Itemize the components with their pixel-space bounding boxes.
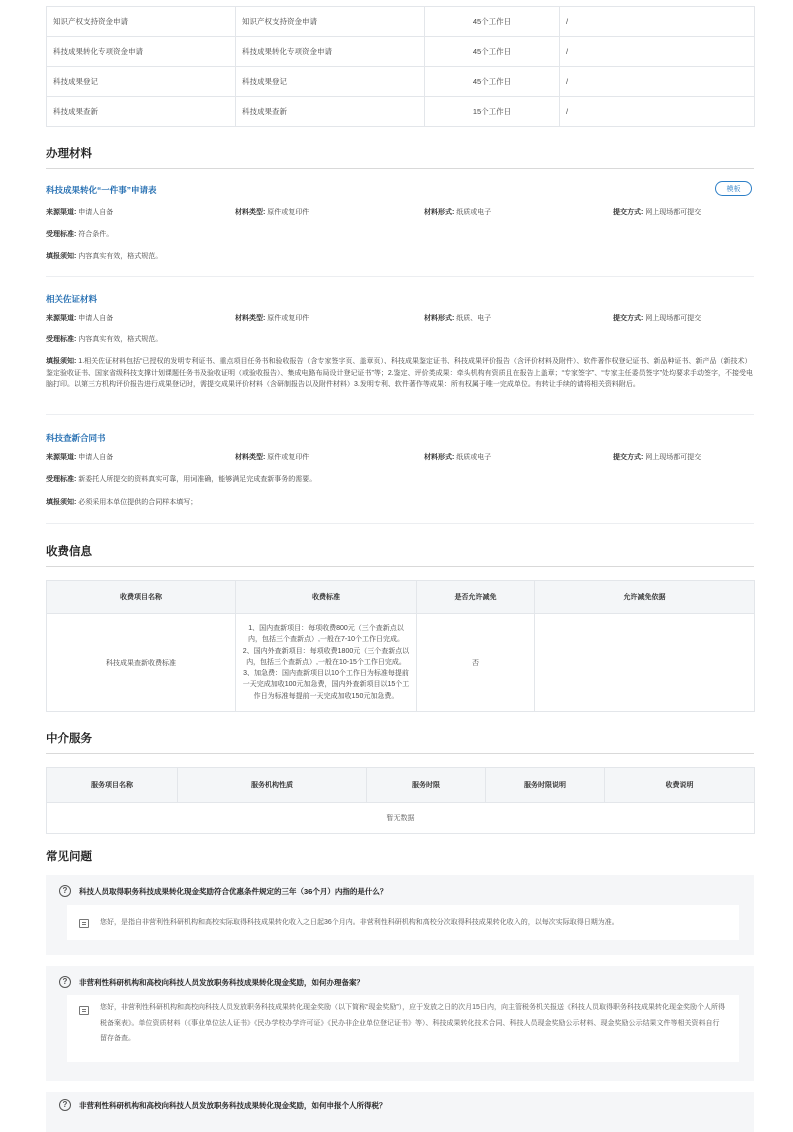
fee-table [46, 580, 754, 712]
table-row [47, 37, 755, 67]
question-icon: ? [59, 885, 71, 897]
material-standard: 受理标准: 符合条件。 [46, 231, 114, 238]
faq-item[interactable]: ? 科技人员取得职务科技成果转化现金奖励符合优惠条件规定的三年（36个月）内指的是什么？ 您好，是指自非营利性科研机构和高校实际取得科技成果转化收入之日起36个月内。非营利性科研机构和高校分次取得科技成果转化收入的，以每次实际取得日期为准。 [46, 875, 754, 955]
fees-section-title: 收费信息 [46, 543, 754, 567]
table-row [47, 67, 755, 97]
agency-header: 服务项目名称 [47, 768, 178, 803]
item-table [46, 6, 754, 127]
answer-icon [79, 1006, 89, 1015]
table-cell: 15个工作日 [425, 97, 560, 127]
material-standard: 受理标准: 内容真实有效，格式规范。 [46, 336, 163, 343]
fee-header: 是否允许减免 [417, 581, 535, 614]
material-notice: 填报须知: 必须采用本单位提供的合同样本填写； [46, 499, 198, 506]
table-cell: 科技成果登记 [47, 67, 236, 97]
table-cell: 知识产权支持资金申请 [236, 7, 425, 37]
material-notice: 填报须知: 1.相关佐证材料包括“已授权的发明专利证书、重点项目任务书和验收报告（含专家签字页、盖章页）、科技成果鉴定证书、科技成果评价报告（含评价材料及附件）、软件著作权登记证书、新品种证书、新产品（新技术）鉴定验收证书、国家省级科技支撑计划课题任务书及验收证明（或验收报告）、集成电路布局设计登记证书”等；2.鉴定、评价类成果：牵头机构有资质且在报告上盖章；“专家签字”、“专家主任委员签字”处均要求手动签字，不接受电脑打印。以第三方机构评价报告进行成果登记时，需提交成果评价材料（含研制报告以及附件材料）3.发明专利、软件著作等成果：所有权属于唯一完成单位。有转让手续的请将相关资料附后。 [46, 358, 753, 388]
question-icon: ? [59, 1099, 71, 1111]
fee-waivable: 否 [417, 614, 535, 712]
answer-icon [79, 919, 89, 928]
agency-header: 收费说明 [605, 768, 755, 803]
faq-answer: 您好，是指自非营利性科研机构和高校实际取得科技成果转化收入之日起36个月内。非营利性科研机构和高校分次取得科技成果转化收入的，以每次实际取得日期为准。 [67, 905, 739, 940]
faq-item[interactable]: ? 非营利性科研机构和高校向科技人员发放职务科技成果转化现金奖励，如何申报个人所得税？ [46, 1092, 754, 1132]
fee-header: 收费项目名称 [47, 581, 236, 614]
table-cell: 45个工作日 [425, 37, 560, 67]
material-standard: 受理标准: 新委托人所提交的资料真实可靠，用词准确，能够满足完成查新事务的需要。 [46, 476, 317, 483]
template-button[interactable]: 模板 [715, 181, 752, 196]
divider [46, 414, 754, 415]
table-cell: 45个工作日 [425, 67, 560, 97]
agency-header: 服务时限说明 [486, 768, 605, 803]
fee-waiver-basis [535, 614, 755, 712]
agency-header: 服务机构性质 [178, 768, 367, 803]
table-row [47, 7, 755, 37]
agency-header: 服务时限 [367, 768, 486, 803]
material-title[interactable]: 科技成果转化“一件事”申请表 [46, 185, 157, 195]
agency-table [46, 767, 754, 834]
table-cell: 科技成果查新 [236, 97, 425, 127]
table-cell: 科技成果查新 [47, 97, 236, 127]
table-cell: 知识产权支持资金申请 [47, 7, 236, 37]
table-cell: / [560, 7, 755, 37]
material-title[interactable]: 科技查新合同书 [46, 433, 106, 443]
fee-header: 收费标准 [236, 581, 417, 614]
material-notice: 填报须知: 内容真实有效，格式规范。 [46, 253, 163, 260]
faq-answer: 您好，非营利性科研机构和高校向科技人员发放职务科技成果转化现金奖励（以下简称“现金奖励”），应于发放之日的次月15日内，向主管税务机关报送《科技人员取得职务科技成果转化现金奖励个人所得税备案表》。单位资质材料（《事业单位法人证书》《民办学校办学许可证》《民办非企业单位登记证书》等）、科技成果转化技术合同、科技人员现金奖励公示材料、现金奖励公示结果文件等相关资料自行留存备查。 [67, 995, 739, 1062]
table-cell: 科技成果登记 [236, 67, 425, 97]
materials-section-title: 办理材料 [46, 145, 754, 169]
faq-item[interactable]: ? 非营利性科研机构和高校向科技人员发放职务科技成果转化现金奖励，如何办理备案？ 您好，非营利性科研机构和高校向科技人员发放职务科技成果转化现金奖励（以下简称“现金奖励”），应于发放之日的次月15日内，向主管税务机关报送《科技人员取得职务科技成果转化现金奖励个人所得税备案表》。单位资质材料（《事业单位法人证书》《民办学校办学许可证》《民办非企业单位登记证书》等）、科技成果转化技术合同、科技人员现金奖励公示材料、现金奖励公示结果文件等相关资料自行留存备查。 [46, 966, 754, 1081]
table-row [47, 97, 755, 127]
table-cell: / [560, 97, 755, 127]
empty-state: 暂无数据 [47, 803, 755, 834]
table-row [47, 614, 755, 712]
divider [46, 523, 754, 524]
table-cell: / [560, 37, 755, 67]
divider [46, 276, 754, 277]
table-cell: 科技成果转化专项资金申请 [47, 37, 236, 67]
table-cell: 45个工作日 [425, 7, 560, 37]
fee-header: 允许减免依据 [535, 581, 755, 614]
table-cell: 科技成果转化专项资金申请 [236, 37, 425, 67]
material-title[interactable]: 相关佐证材料 [46, 294, 98, 304]
fee-standard: 1、国内查新项目：每项收费800元（三个查新点以内，包括三个查新点）,一般在7-10个工作日完成。 2、国内外查新项目：每项收费1800元（三个查新点以内，包括三个查新点）,一般在10-15个工作日完成。 3、加急费：国内查新项目以10个工作日为标准每提前一天完成加收100元加急费，国内外查新项目以15个工作日为标准每提前一天完成加收150元加急费。 [236, 614, 417, 712]
question-icon: ? [59, 976, 71, 988]
agency-section-title: 中介服务 [46, 730, 754, 754]
fee-item-name: 科技成果查新收费标准 [47, 614, 236, 712]
table-cell: / [560, 67, 755, 97]
faq-section-title: 常见问题 [46, 851, 92, 863]
